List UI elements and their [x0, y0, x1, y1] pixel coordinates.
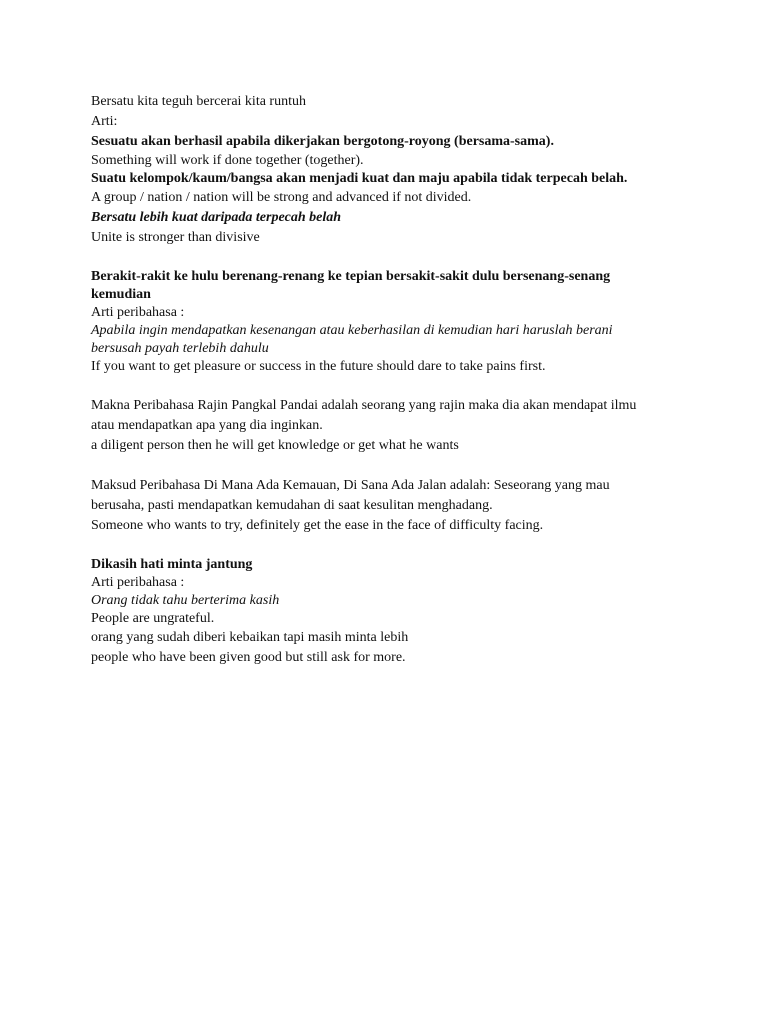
explanation-english: people who have been given good but still ask for more. [91, 650, 406, 665]
paragraph-text: Maksud Peribahasa Di Mana Ada Kemauan, Di Sana Ada Jalan adalah: Seseorang yang mau [91, 478, 610, 493]
section-kemauan [91, 476, 691, 536]
paragraph-gap [91, 456, 691, 476]
paragraph-english: Someone who wants to try, definitely get the ease in the face of difficulty facing. [91, 518, 544, 533]
section-berakit [91, 268, 691, 376]
meaning-english: If you want to get pleasure or success in the future should dare to take pains first. [91, 359, 546, 374]
proverb-title: Berakit-rakit ke hulu berenang-renang ke tepian bersakit-sakit dulu bersenang-senang [91, 269, 611, 284]
proverb-title: Bersatu kita teguh bercerai kita runtuh [91, 94, 306, 109]
paragraph-text: atau mendapatkan apa yang dia inginkan. [91, 418, 323, 433]
proverb-title: Dikasih hati minta jantung [91, 557, 253, 572]
section-rajin [91, 396, 691, 456]
paragraph-gap [91, 248, 691, 268]
meaning-indonesian-italic: Apabila ingin mendapatkan kesenangan atau keberhasilan di kemudian hari haruslah berani [91, 323, 613, 338]
meaning-english: People are ungrateful. [91, 611, 215, 626]
meaning-indonesian-italic: Orang tidak tahu berterima kasih [91, 593, 280, 608]
paragraph-english: a diligent person then he will get knowledge or get what he wants [91, 438, 459, 453]
paragraph-gap [91, 376, 691, 396]
meaning-indonesian: Suatu kelompok/kaum/bangsa akan menjadi kuat dan maju apabila tidak terpecah belah. [91, 171, 628, 186]
arti-label: Arti: [91, 114, 118, 129]
arti-label: Arti peribahasa : [91, 575, 185, 590]
meaning-english: Something will work if done together (together). [91, 153, 364, 168]
arti-label: Arti peribahasa : [91, 305, 185, 320]
explanation-indonesian: orang yang sudah diberi kebaikan tapi masih minta lebih [91, 630, 409, 645]
paragraph-text: Makna Peribahasa Rajin Pangkal Pandai adalah seorang yang rajin maka dia akan mendapat ilmu [91, 398, 637, 413]
paragraph-text: berusaha, pasti mendapatkan kemudahan di saat kesulitan menghadang. [91, 498, 493, 513]
meaning-english: Unite is stronger than divisive [91, 230, 260, 245]
document-page [91, 92, 691, 668]
meaning-english: A group / nation / nation will be strong and advanced if not divided. [91, 190, 472, 205]
meaning-indonesian-italic: bersusah payah terlebih dahulu [91, 341, 269, 356]
paragraph-gap [91, 536, 691, 556]
proverb-title: kemudian [91, 287, 151, 302]
section-bersatu [91, 92, 691, 248]
section-dikasih [91, 556, 691, 668]
meaning-indonesian: Sesuatu akan berhasil apabila dikerjakan bergotong-royong (bersama-sama). [91, 134, 554, 149]
meaning-indonesian-italic: Bersatu lebih kuat daripada terpecah belah [91, 210, 342, 225]
